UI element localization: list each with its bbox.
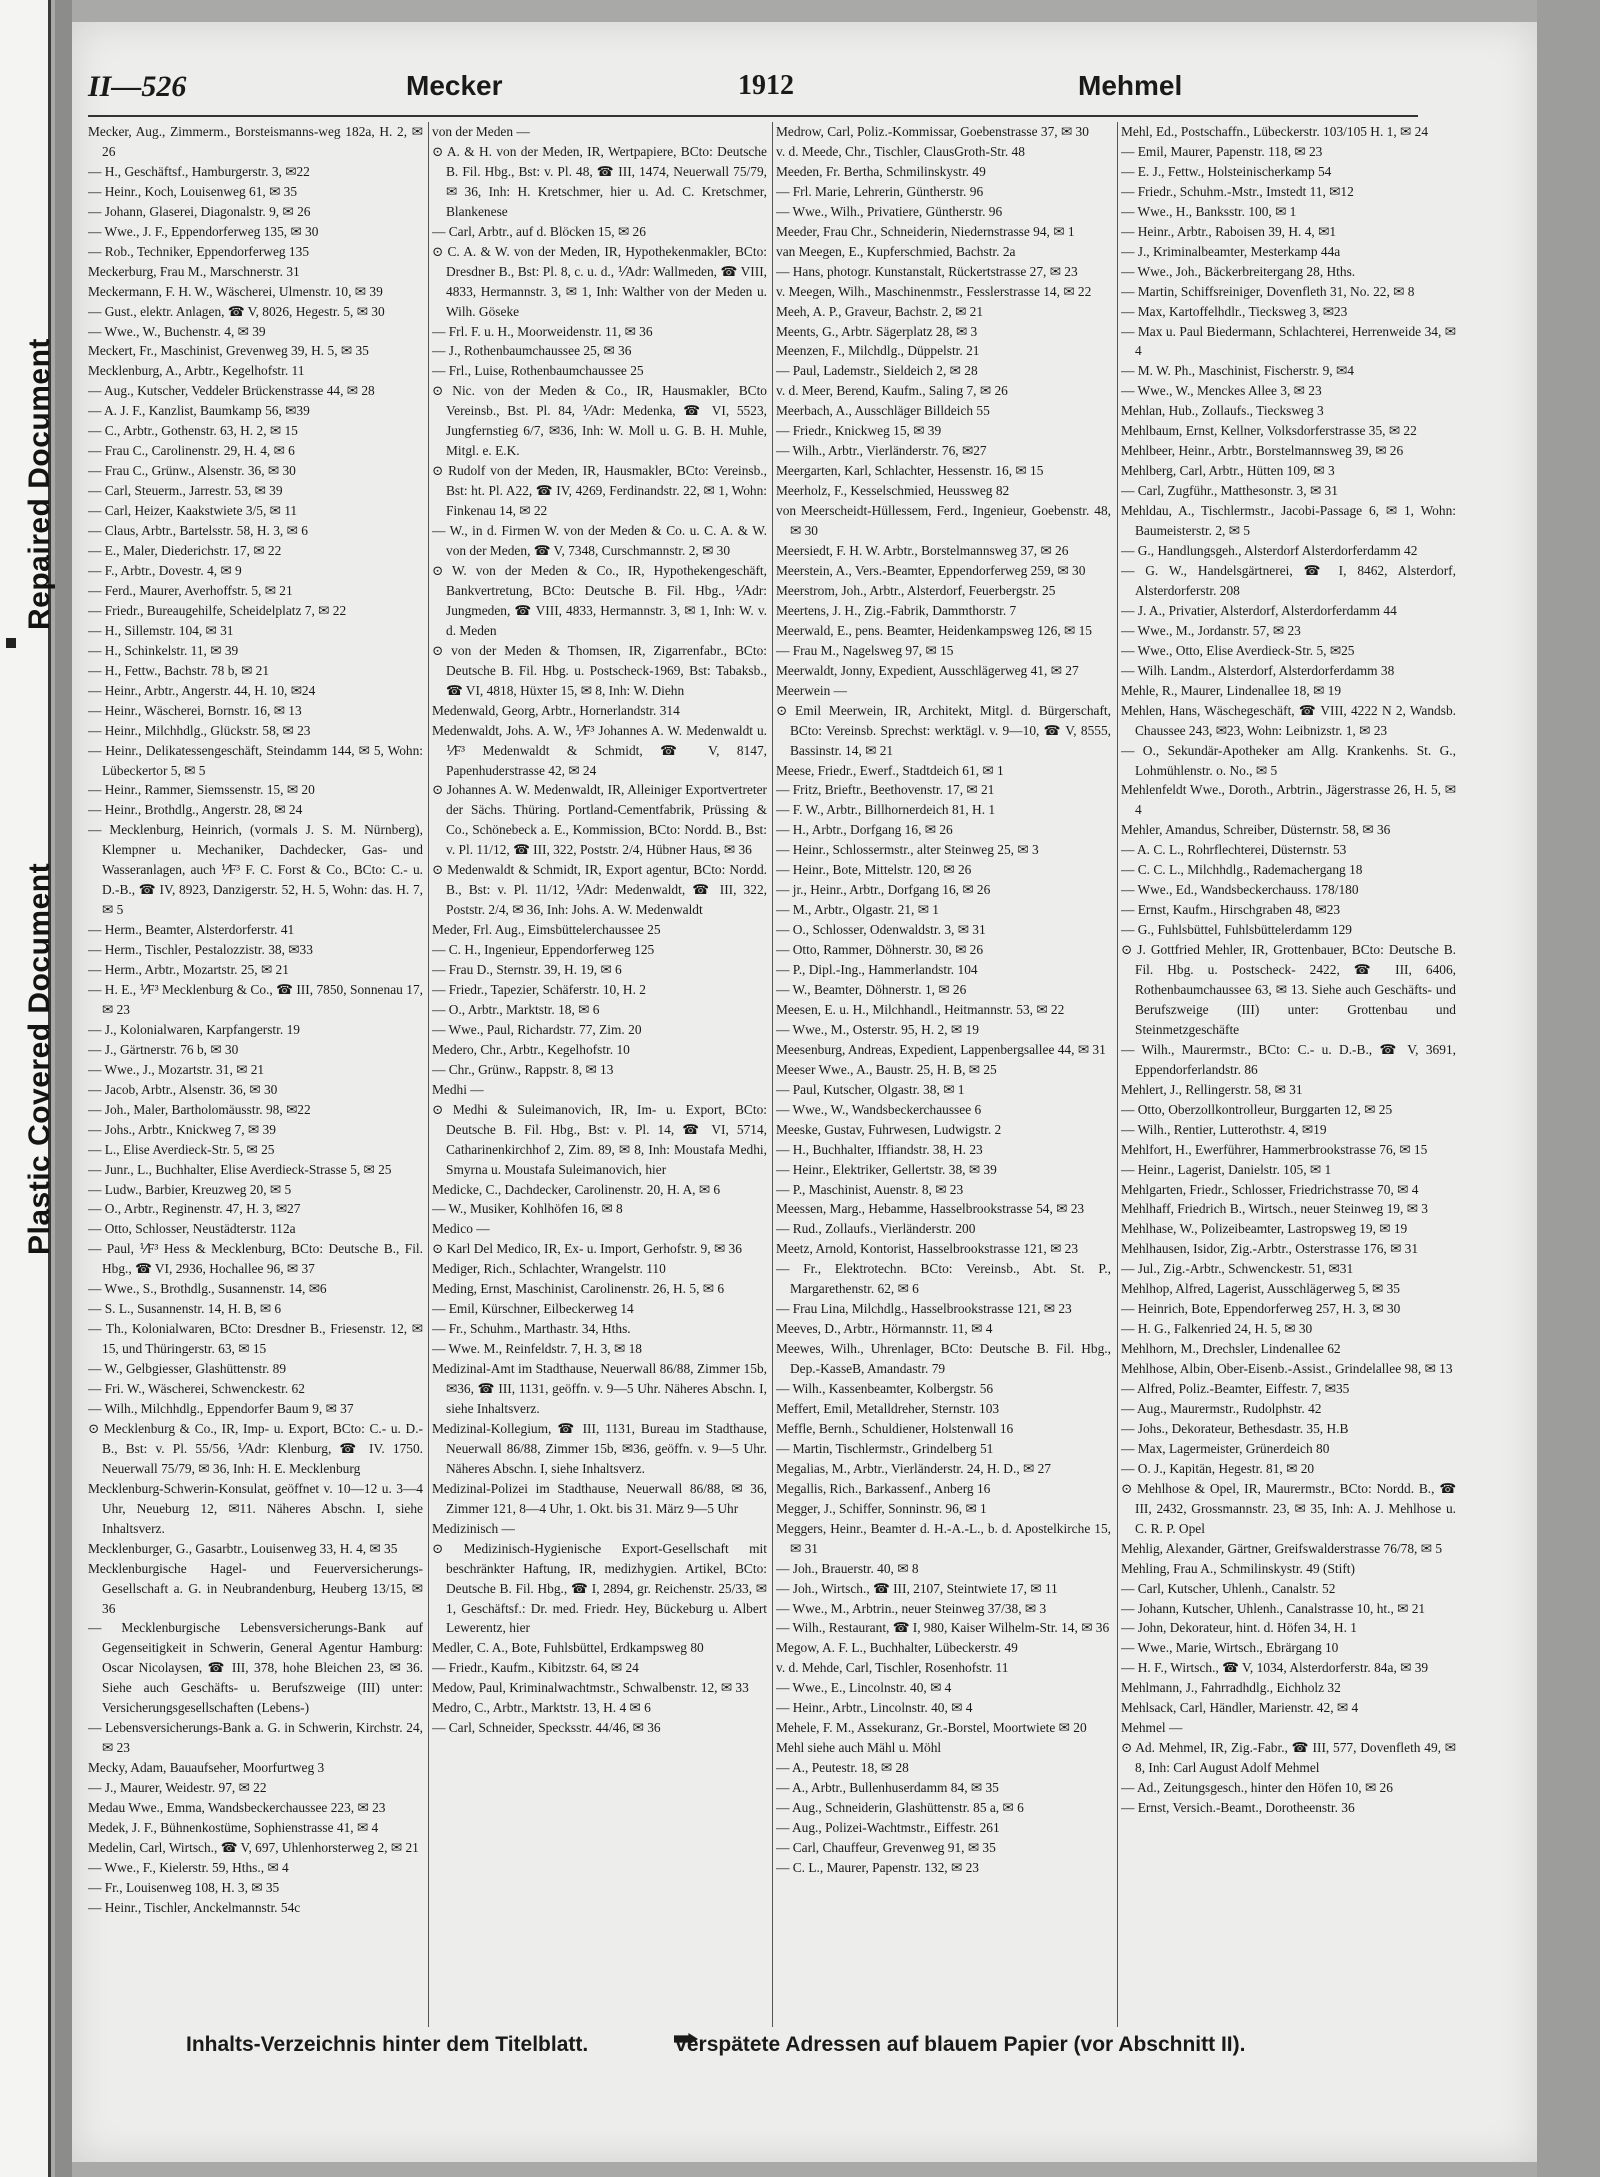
directory-entry: — A. C. L., Rohrflechterei, Düsternstr. 53	[1121, 842, 1347, 858]
directory-entry: — Heinr., Wäscherei, Bornstr. 16, ✉ 13	[88, 702, 302, 718]
directory-entry: — Herm., Arbtr., Mozartstr. 25, ✉ 21	[88, 962, 289, 978]
directory-entry: — Wwe. M., Reinfeldstr. 7, H. 3, ✉ 18	[432, 1341, 642, 1357]
page-edge-shadow	[55, 0, 72, 2177]
directory-entry: Mehlhase, W., Polizeibeamter, Lastropsweg 19, ✉ 19	[1121, 1221, 1408, 1237]
directory-entry: — Max, Kartoffelhdlr., Tiecksweg 3, ✉23	[1121, 303, 1348, 319]
directory-entry: — Herm., Beamter, Alsterdorferstr. 41	[88, 922, 295, 938]
directory-entry: ⊙ Rudolf von der Meden, IR, Hausmakler, BCto: Vereinsb., Bst: ht. Pl. A22, ☎ IV, 4269, Ferdinandstr. 22, ✉ 1, Wohn: Finkenau 14, ✉ 22	[432, 463, 767, 519]
directory-entry: — H. E., ⅟F³ Mecklenburg & Co., ☎ III, 7850, Sonnenau 17, ✉ 23	[88, 981, 423, 1017]
directory-entry: Meckerburg, Frau M., Marschnerstr. 31	[88, 263, 300, 279]
directory-entry: Meeh, A. P., Graveur, Bachstr. 2, ✉ 21	[776, 303, 984, 319]
directory-entry: — Paul, ⅟F³ Hess & Mecklenburg, BCto: Deutsche B., Fil. Hbg., ☎ VI, 2936, Hochallee 96, ✉ 37	[88, 1241, 423, 1277]
directory-entry: — Heinr., Elektriker, Gellertstr. 38, ✉ 39	[776, 1161, 997, 1177]
directory-entry: — Friedr., Schuhm.-Mstr., Imstedt 11, ✉12	[1121, 183, 1354, 199]
directory-entry: — O. J., Kapitän, Hegestr. 81, ✉ 20	[1121, 1460, 1315, 1476]
directory-entry: Meeves, D., Arbtr., Hörmannstr. 11, ✉ 4	[776, 1321, 993, 1337]
directory-entry: Meessen, Marg., Hebamme, Hasselbrookstrasse 54, ✉ 23	[776, 1201, 1085, 1217]
directory-column-2	[432, 122, 767, 2027]
directory-entry: — Jul., Zig.-Arbtr., Schwenckestr. 51, ✉31	[1121, 1261, 1354, 1277]
directory-entry: Megger, J., Schiffer, Sonninstr. 96, ✉ 1	[776, 1500, 987, 1516]
stamp-divider-mark	[6, 638, 16, 648]
directory-entry: Medico —	[432, 1221, 490, 1237]
directory-entry: Mehmel —	[1121, 1720, 1183, 1736]
directory-entry: Meckert, Fr., Maschinist, Grevenweg 39, H. 5, ✉ 35	[88, 343, 369, 359]
directory-entry: Medizinal-Kollegium, ☎ III, 1131, Bureau im Stadthause, Neuerwall 86/88, Zimmer 15b, ✉36, geöffn. v. 9—5 Uhr. Näheres Abschn. I, siehe Inhaltsverz.	[432, 1420, 767, 1476]
directory-entry: Mehl siehe auch Mähl u. Möhl	[776, 1740, 942, 1756]
directory-entry: — Wilh. Landm., Alsterdorf, Alsterdorferdamm 38	[1121, 662, 1395, 678]
directory-entry: v. d. Meer, Berend, Kaufm., Saling 7, ✉ 26	[776, 383, 1008, 399]
directory-entry: — Joh., Wirtsch., ☎ III, 2107, Steintwiete 17, ✉ 11	[776, 1580, 1058, 1596]
directory-entry: — A., Arbtr., Bullenhuserdamm 84, ✉ 35	[776, 1780, 999, 1796]
directory-entry: — A., Peutestr. 18, ✉ 28	[776, 1760, 909, 1776]
directory-entry: Meffert, Emil, Metalldreher, Sternstr. 103	[776, 1401, 1000, 1416]
directory-entry: ⊙ von der Meden & Thomsen, IR, Zigarrenfabr., BCto: Deutsche B. Fil. Hbg. u. Postscheck-1969, Bst: Tabaksb., ☎ VI, 4818, Hüxter 15, ✉ 8, Inh: W. Diehn	[432, 642, 767, 698]
directory-column-4	[1121, 122, 1456, 2027]
directory-entry: v. Meegen, Wilh., Maschinenmstr., Fesslerstrasse 14, ✉ 22	[776, 283, 1092, 299]
directory-entry: — J., Gärtnerstr. 76 b, ✉ 30	[88, 1041, 239, 1057]
directory-entry: Mecklenburg-Schwerin-Konsulat, geöffnet v. 10—12 u. 3—4 Uhr, Neueburg 12, ✉11. Näheres Abschn. I, siehe Inhaltsverz.	[88, 1480, 423, 1536]
right-page-edge	[1537, 0, 1600, 2177]
directory-entry: — J., Rothenbaumchaussee 25, ✉ 36	[432, 343, 632, 359]
directory-entry: ⊙ Mecklenburg & Co., IR, Imp- u. Export, BCto: C.- u. D.-B., Bst: v. Pl. 55/56, ⅟Adr: Klenburg, ☎ IV. 1750. Neuerwall 75/79, ✉ 36, Inh: H. E. Mecklenburg	[88, 1420, 423, 1476]
directory-entry: Meerholz, F., Kesselschmied, Heussweg 82	[776, 483, 1010, 499]
directory-entry: Mehlhaff, Friedrich B., Wirtsch., neuer Steinweg 19, ✉ 3	[1121, 1201, 1428, 1217]
directory-entry: — Aug., Kutscher, Veddeler Brückenstrasse 44, ✉ 28	[88, 383, 375, 399]
directory-entry: — Friedr., Kaufm., Kibitzstr. 64, ✉ 24	[432, 1660, 639, 1676]
directory-entry: Meggers, Heinr., Beamter d. H.-A.-L., b. d. Apostelkirche 15, ✉ 31	[776, 1520, 1111, 1556]
preservation-stamp	[0, 40, 56, 1270]
directory-entry: — Friedr., Bureaugehilfe, Scheidelplatz 7, ✉ 22	[88, 602, 347, 618]
directory-entry: — Carl, Schneider, Specksstr. 44/46, ✉ 36	[432, 1720, 661, 1736]
directory-entry: — Wwe., Otto, Elise Averdieck-Str. 5, ✉25	[1121, 642, 1355, 658]
directory-entry: Meerwaldt, Jonny, Expedient, Ausschlägerweg 41, ✉ 27	[776, 662, 1079, 678]
directory-entry: Meffle, Bernh., Schuldiener, Holstenwall 16	[776, 1420, 1014, 1436]
directory-entry: — W., Beamter, Döhnerstr. 1, ✉ 26	[776, 981, 967, 997]
directory-entry: — W., in d. Firmen W. von der Meden & Co. u. C. A. & W. von der Meden, ☎ V, 7348, Curschmannstr. 2, ✉ 30	[432, 523, 767, 559]
directory-entry: Meckermann, F. H. W., Wäscherei, Ulmenstr. 10, ✉ 39	[88, 283, 383, 299]
directory-entry: Mehlmann, J., Fahrradhdlg., Eichholz 32	[1121, 1680, 1341, 1696]
directory-entry: — Wwe., W., Menckes Allee 3, ✉ 23	[1121, 383, 1322, 399]
directory-entry: — Heinr., Tischler, Anckelmannstr. 54c	[88, 1899, 301, 1915]
page-number: II—526	[88, 70, 187, 103]
directory-entry: — Heinr., Bote, Mittelstr. 120, ✉ 26	[776, 862, 972, 878]
directory-entry: — J., Maurer, Weidestr. 97, ✉ 22	[88, 1780, 267, 1796]
directory-entry: Mehlig, Alexander, Gärtner, Greifswalderstrasse 76/78, ✉ 5	[1121, 1540, 1443, 1556]
directory-entry: ⊙ J. Gottfried Mehler, IR, Grottenbauer, BCto: Deutsche B. Fil. Hbg. u. Postscheck- 2422, ☎ III, 6406, Rothenbaumchaussee 63, ✉ 13. Siehe auch Geschäfts- und Berufszweige (III) unter: Grottenbau und Steinmetzgeschäfte	[1121, 942, 1456, 1037]
directory-entry: — H., Arbtr., Dorfgang 16, ✉ 26	[776, 822, 953, 838]
directory-entry: — Heinr., Arbtr., Angerstr. 44, H. 10, ✉24	[88, 682, 316, 698]
directory-entry: — Wwe., J. F., Eppendorferweg 135, ✉ 30	[88, 223, 319, 239]
directory-entry: Medrow, Carl, Poliz.-Kommissar, Goebenstrasse 37, ✉ 30	[776, 124, 1089, 139]
directory-entry: v. d. Mehde, Carl, Tischler, Rosenhofstr. 11	[776, 1660, 1009, 1676]
directory-entry: — C. L., Maurer, Papenstr. 132, ✉ 23	[776, 1859, 979, 1875]
directory-entry: Mehlan, Hub., Zollaufs., Tiecksweg 3	[1121, 403, 1324, 419]
directory-entry: — Wwe., Marie, Wirtsch., Ebrärgang 10	[1121, 1640, 1339, 1656]
directory-entry: ⊙ W. von der Meden & Co., IR, Hypothekengeschäft, Bankvertretung, BCto: Deutsche B. Fil. Hbg., ⅟Adr: Jungmeden, ☎ VIII, 4833, Hermannstr. 3, ✉ 1, Inh: W. v. d. Meden	[432, 562, 767, 638]
directory-entry: — J. A., Privatier, Alsterdorf, Alsterdorferdamm 44	[1121, 602, 1397, 618]
directory-entry: — Johs., Arbtr., Knickweg 7, ✉ 39	[88, 1121, 276, 1137]
directory-entry: — Alfred, Poliz.-Beamter, Eiffestr. 7, ✉35	[1121, 1381, 1350, 1397]
directory-entry: — M., Arbtr., Olgastr. 21, ✉ 1	[776, 902, 939, 918]
directory-entry: — Fr., Louisenweg 108, H. 3, ✉ 35	[88, 1879, 280, 1895]
directory-entry: Medhi —	[432, 1081, 484, 1097]
directory-entry: — Wilh., Rentier, Lutterothstr. 4, ✉19	[1121, 1121, 1327, 1137]
directory-entry: — O., Sekundär-Apotheker am Allg. Krankenhs. St. G., Lohmühlenstr. o. No., ✉ 5	[1121, 742, 1456, 778]
directory-entry: Mecklenburger, G., Gasarbtr., Louisenweg 33, H. 4, ✉ 35	[88, 1540, 398, 1556]
directory-entry: ⊙ Emil Meerwein, IR, Architekt, Mitgl. d. Bürgerschaft, BCto: Vereinsb. Sprechst: werktägl. v. 9—10, ☎ V, 8555, Bassinstr. 14, ✉ 21	[776, 702, 1111, 758]
directory-entry: — Heinrich, Bote, Eppendorferweg 257, H. 3, ✉ 30	[1121, 1301, 1401, 1317]
directory-entry: Meerwein —	[776, 682, 848, 698]
directory-entry: — Fr., Elektrotechn. BCto: Vereinsb., Abt. St. P., Margarethenstr. 62, ✉ 6	[776, 1261, 1111, 1297]
directory-entry: — Wilh., Milchhdlg., Eppendorfer Baum 9, ✉ 37	[88, 1401, 354, 1416]
directory-entry: Medicke, C., Dachdecker, Carolinenstr. 20, H. A, ✉ 6	[432, 1181, 721, 1197]
directory-column-1	[88, 122, 423, 2027]
header-right-keyword: Mehmel	[1078, 70, 1183, 101]
directory-entry: — Friedr., Knickweg 15, ✉ 39	[776, 423, 942, 439]
directory-entry: — G., Fuhlsbüttel, Fuhlsbüttelerdamm 129	[1121, 922, 1352, 938]
directory-entry: — O., Schlosser, Odenwaldstr. 3, ✉ 31	[776, 922, 986, 938]
directory-entry: — H., Geschäftsf., Hamburgerstr. 3, ✉22	[88, 163, 310, 179]
directory-entry: Mehlhorn, M., Drechsler, Lindenallee 62	[1121, 1341, 1341, 1357]
directory-entry: Mehlberg, Carl, Arbtr., Hütten 109, ✉ 3	[1121, 463, 1335, 479]
directory-entry: Mehlsack, Carl, Händler, Marienstr. 42, ✉ 4	[1121, 1700, 1359, 1716]
directory-entry: Mehlbeer, Heinr., Arbtr., Borstelmannsweg 39, ✉ 26	[1121, 443, 1404, 459]
directory-entry: Medizinisch —	[432, 1520, 515, 1536]
directory-entry: — Johann, Kutscher, Uhlenh., Canalstrasse 10, ht., ✉ 21	[1121, 1600, 1426, 1616]
directory-entry: — Wwe., J., Mozartstr. 31, ✉ 21	[88, 1061, 265, 1077]
directory-entry: — Aug., Polizei-Wachtmstr., Eiffestr. 261	[776, 1820, 1000, 1836]
directory-entry: — Heinr., Rammer, Siemssenstr. 15, ✉ 20	[88, 782, 315, 798]
directory-entry: — Max u. Paul Biedermann, Schlachterei, Herrenweide 34, ✉ 4	[1121, 323, 1456, 359]
directory-entry: — jr., Heinr., Arbtr., Dorfgang 16, ✉ 26	[776, 882, 991, 898]
directory-entry: — Frau C., Carolinenstr. 29, H. 4, ✉ 6	[88, 443, 295, 459]
directory-entry: Meerstein, A., Vers.-Beamter, Eppendorferweg 259, ✉ 30	[776, 562, 1086, 578]
directory-entry: — Jacob, Arbtr., Alsenstr. 36, ✉ 30	[88, 1081, 278, 1097]
directory-entry: — Lebensversicherungs-Bank a. G. in Schwerin, Kirchstr. 24, ✉ 23	[88, 1720, 423, 1756]
header-year: 1912	[738, 70, 794, 101]
directory-entry: Meerstrom, Joh., Arbtr., Alsterdorf, Feuerbergstr. 25	[776, 582, 1056, 598]
directory-entry: Mecker, Aug., Zimmerm., Borsteismanns-weg 182a, H. 2, ✉ 26	[88, 124, 423, 159]
directory-entry: Meetz, Arnold, Kontorist, Hasselbrookstrasse 121, ✉ 23	[776, 1241, 1079, 1257]
directory-entry: ⊙ Mehlhose & Opel, IR, Maurermstr., BCto: Nordd. B., ☎ III, 2432, Grossmannstr. 23, ✉ 35, Inh: A. J. Mehlhose u. C. R. P. Opel	[1121, 1480, 1456, 1536]
directory-entry: — Otto, Rammer, Döhnerstr. 30, ✉ 26	[776, 942, 984, 958]
directory-entry: — Paul, Kutscher, Olgastr. 38, ✉ 1	[776, 1081, 965, 1097]
directory-entry: Mehlhausen, Isidor, Zig.-Arbtr., Osterstrasse 176, ✉ 31	[1121, 1241, 1419, 1257]
directory-entry: Mehlert, J., Rellingerstr. 58, ✉ 31	[1121, 1081, 1303, 1097]
directory-entry: — Rud., Zollaufs., Vierländerstr. 200	[776, 1221, 976, 1237]
directory-entry: — Martin, Schiffsreiniger, Dovenfleth 31, No. 22, ✉ 8	[1121, 283, 1415, 299]
directory-entry: — Otto, Schlosser, Neustädterstr. 112a	[88, 1221, 296, 1237]
directory-entry: v. d. Meede, Chr., Tischler, ClausGroth-Str. 48	[776, 143, 1025, 159]
directory-entry: — Wwe., Ed., Wandsbeckerchauss. 178/180	[1121, 882, 1359, 898]
directory-entry: Mehle, R., Maurer, Lindenallee 18, ✉ 19	[1121, 682, 1342, 698]
directory-entry: — Fritz, Brieftr., Beethovenstr. 17, ✉ 21	[776, 782, 995, 798]
directory-entry: Meese, Friedr., Ewerf., Stadtdeich 61, ✉ 1	[776, 762, 1004, 778]
footer-index-note: Inhalts-Verzeichnis hinter dem Titelblatt.	[186, 2033, 589, 2056]
directory-entry: — C. C. L., Milchhdlg., Rademachergang 18	[1121, 862, 1363, 878]
directory-entry: — Paul, Lademstr., Sieldeich 2, ✉ 28	[776, 363, 978, 379]
directory-entry: — Heinr., Koch, Louisenweg 61, ✉ 35	[88, 183, 298, 199]
directory-entry: — W., Musiker, Kohlhöfen 16, ✉ 8	[432, 1201, 623, 1217]
directory-entry: — Frau D., Sternstr. 39, H. 19, ✉ 6	[432, 962, 622, 978]
directory-entry: Meerbach, A., Ausschläger Billdeich 55	[776, 403, 990, 419]
directory-entry: Mediger, Rich., Schlachter, Wrangelstr. 110	[432, 1261, 666, 1277]
directory-entry: — Heinr., Arbtr., Lincolnstr. 40, ✉ 4	[776, 1700, 973, 1716]
directory-entry: — O., Arbtr., Marktstr. 18, ✉ 6	[432, 1001, 600, 1017]
directory-entry: Meenzen, F., Milchdlg., Düppelstr. 21	[776, 343, 980, 359]
directory-entry: Meersiedt, F. H. W. Arbtr., Borstelmannsweg 37, ✉ 26	[776, 543, 1069, 559]
directory-entry: — Heinr., Lagerist, Danielstr. 105, ✉ 1	[1121, 1161, 1332, 1177]
directory-entry: — Emil, Kürschner, Eilbeckerweg 14	[432, 1301, 634, 1317]
directory-entry: ⊙ Medenwaldt & Schmidt, IR, Export agentur, BCto: Nordd. B., Bst: v. Pl. 11/12, ⅟Adr: Medenwaldt, ☎ III, 322, Poststr. 2/4, ✉ 36, Inh: Johs. A. W. Medenwaldt	[432, 862, 767, 918]
directory-entry: — Wilh., Kassenbeamter, Kolbergstr. 56	[776, 1381, 994, 1397]
directory-entry: Mecklenburg, A., Arbtr., Kegelhofstr. 11	[88, 363, 305, 379]
directory-entry: — G., Handlungsgeh., Alsterdorf Alsterdorferdamm 42	[1121, 543, 1418, 559]
directory-entry: — H. F., Wirtsch., ☎ V, 1034, Alsterdorferstr. 84a, ✉ 39	[1121, 1660, 1429, 1676]
directory-entry: Medow, Paul, Kriminalwachtmstr., Schwalbenstr. 12, ✉ 33	[432, 1680, 749, 1696]
directory-entry: — Otto, Oberzollkontrolleur, Burggarten 12, ✉ 25	[1121, 1101, 1393, 1117]
directory-entry: — Hans, photogr. Kunstanstalt, Rückertstrasse 27, ✉ 23	[776, 263, 1078, 279]
directory-entry: — Wwe., E., Lincolnstr. 40, ✉ 4	[776, 1680, 952, 1696]
directory-entry: Megallis, Rich., Barkassenf., Anberg 16	[776, 1480, 991, 1496]
directory-entry: — Wilh., Arbtr., Vierländerstr. 76, ✉27	[776, 443, 987, 459]
directory-entry: — Heinr., Schlossermstr., alter Steinweg 25, ✉ 3	[776, 842, 1039, 858]
directory-entry: — J., Kriminalbeamter, Mesterkamp 44a	[1121, 243, 1341, 259]
directory-entry: — Wwe., M., Arbtrin., neuer Steinweg 37/38, ✉ 3	[776, 1600, 1047, 1616]
directory-entry: ⊙ Medizinisch-Hygienische Export-Gesellschaft mit beschränkter Haftung, IR, medizhygien. Artikel, BCto: Deutsche B. Fil. Hbg., ☎ I, 2894, gr. Reichenstr. 25/33, ✉ 1, Geschäftsf.: Dr. med. Friedr. Hey, Bückeburg u. Albert Lewerentz, hier	[432, 1540, 767, 1636]
directory-entry: — Joh., Brauerstr. 40, ✉ 8	[776, 1560, 919, 1576]
directory-entry: Meertens, J. H., Zig.-Fabrik, Dammthorstr. 7	[776, 602, 1017, 618]
directory-entry: — Junr., L., Buchhalter, Elise Averdieck-Strasse 5, ✉ 25	[88, 1161, 392, 1177]
directory-entry: — P., Maschinist, Auenstr. 8, ✉ 23	[776, 1181, 964, 1197]
directory-entry: — Frau Lina, Milchdlg., Hasselbrookstrasse 121, ✉ 23	[776, 1301, 1072, 1317]
directory-entry: — Wilh., Restaurant, ☎ I, 980, Kaiser Wilhelm-Str. 14, ✉ 36	[776, 1620, 1110, 1636]
directory-entry: Meergarten, Karl, Schlachter, Hessenstr. 16, ✉ 15	[776, 463, 1044, 479]
directory-entry: — Carl, Chauffeur, Grevenweg 91, ✉ 35	[776, 1839, 996, 1855]
directory-entry: — Wwe., S., Brothdlg., Susannenstr. 14, ✉6	[88, 1281, 327, 1297]
directory-entry: Medler, C. A., Bote, Fuhlsbüttel, Erdkampsweg 80	[432, 1640, 704, 1656]
directory-entry: — Mecklenburgische Lebensversicherungs-Bank auf Gegenseitigkeit in Schwerin, General Agentur Hamburg: Oscar Nicolaysen, ☎ III, 378, hohe Bleichen 23, ✉ 36. Siehe auch Geschäfts- u. Berufszweige (III) unter: Versicherungsgesellschaften (Lebens-)	[88, 1620, 423, 1716]
directory-entry: — Ferd., Maurer, Averhoffstr. 5, ✉ 21	[88, 582, 293, 598]
page-header	[88, 70, 1378, 114]
directory-entry: Medenwaldt, Johs. A. W., ⅟F³ Johannes A. W. Medenwaldt u. ⅟F³ Medenwaldt & Schmidt, ☎ V, 8147, Papenhuderstrasse 42, ✉ 24	[432, 722, 767, 778]
directory-entry: — H., Fettw., Bachstr. 78 b, ✉ 21	[88, 662, 270, 678]
directory-entry: ⊙ C. A. & W. von der Meden, IR, Hypothekenmakler, BCto: Dresdner B., Bst: Pl. 8, c. u. d., ⅟Adr: Wallmeden, ☎ VIII, 4833, Hermannstr. 3, ✉ 1, Inh: Walther von der Meden u. Wilh. Göseke	[432, 243, 767, 319]
directory-entry: — Wilh., Maurermstr., BCto: C.- u. D.-B., ☎ V, 3691, Eppendorferlandstr. 86	[1121, 1041, 1456, 1077]
directory-entry: — Herm., Tischler, Pestalozzistr. 38, ✉33	[88, 942, 313, 958]
directory-entry: — Wwe., F., Kielerstr. 59, Hths., ✉ 4	[88, 1859, 289, 1875]
column-divider	[1117, 122, 1118, 2027]
directory-entry: Meding, Ernst, Maschinist, Carolinenstr. 26, H. 5, ✉ 6	[432, 1281, 725, 1297]
directory-entry: — Ludw., Barbier, Kreuzweg 20, ✉ 5	[88, 1181, 292, 1197]
directory-entry: — Friedr., Tapezier, Schäferstr. 10, H. 2	[432, 981, 646, 997]
directory-entry: Mehlhose, Albin, Ober-Eisenb.-Assist., Grindelallee 98, ✉ 13	[1121, 1361, 1453, 1377]
directory-entry: Mehlgarten, Friedr., Schlosser, Friedrichstrasse 70, ✉ 4	[1121, 1181, 1419, 1197]
plastic-covered-stamp: Plastic Covered Document	[23, 862, 56, 1255]
directory-entry: — H., Sillemstr. 104, ✉ 31	[88, 622, 234, 638]
directory-entry: — Joh., Maler, Bartholomäusstr. 98, ✉22	[88, 1101, 311, 1117]
directory-column-3	[776, 122, 1111, 2027]
directory-entry: — Ad., Zeitungsgesch., hinter den Höfen 10, ✉ 26	[1121, 1780, 1393, 1796]
directory-entry: — Frau C., Grünw., Alsenstr. 36, ✉ 30	[88, 463, 296, 479]
directory-entry: Mehldau, A., Tischlermstr., Jacobi-Passage 6, ✉ 1, Wohn: Baumeisterstr. 2, ✉ 5	[1121, 503, 1456, 539]
directory-entry: — Chr., Grünw., Rappstr. 8, ✉ 13	[432, 1061, 614, 1077]
directory-entry: — O., Arbtr., Reginenstr. 47, H. 3, ✉27	[88, 1201, 301, 1217]
directory-entry: — G. W., Handelsgärtnerei, ☎ I, 8462, Alsterdorf, Alsterdorferstr. 208	[1121, 562, 1456, 598]
directory-entry: — Johann, Glaserei, Diagonalstr. 9, ✉ 26	[88, 203, 311, 219]
directory-entry: Mehler, Amandus, Schreiber, Düsternstr. 58, ✉ 36	[1121, 822, 1391, 838]
directory-entry: Meesen, E. u. H., Milchhandl., Heitmannstr. 53, ✉ 22	[776, 1001, 1065, 1017]
directory-entry: — Carl, Heizer, Kaakstwiete 3/5, ✉ 11	[88, 503, 298, 519]
page-footer	[186, 2033, 1426, 2063]
directory-entry: — H. G., Falkenried 24, H. 5, ✉ 30	[1121, 1321, 1313, 1337]
directory-entry: Medizinal-Polizei im Stadthause, Neuerwall 86/88, ✉ 36, Zimmer 121, 8—4 Uhr, 1. Okt. bis 31. März 9—5 Uhr	[432, 1480, 767, 1516]
directory-entry: Meeser Wwe., A., Baustr. 25, H. B, ✉ 25	[776, 1061, 997, 1077]
directory-entry: Medek, J. F., Bühnenkostüme, Sophienstrasse 41, ✉ 4	[88, 1820, 379, 1836]
directory-entry: — Mecklenburg, Heinrich, (vormals J. S. M. Nürnberg), Klempner u. Mechaniker, Dachdecker, Gas- und Wasseranlagen, auch ⅟F³ F. C. Forst & Co., BCto: C.- u. D.-B., ☎ IV, 8923, Danzigerstr. 52, H. 5, Wohn: das. H. 7, ✉ 5	[88, 822, 423, 918]
directory-entry: Meesenburg, Andreas, Expedient, Lappenbergsallee 44, ✉ 31	[776, 1041, 1106, 1057]
directory-entry: — John, Dekorateur, hint. d. Höfen 34, H. 1	[1121, 1620, 1357, 1636]
directory-entry: — Rob., Techniker, Eppendorferweg 135	[88, 243, 310, 259]
directory-entry: Meeder, Frau Chr., Schneiderin, Niedernstrasse 94, ✉ 1	[776, 223, 1075, 239]
directory-entry: Mehl, Ed., Postschaffn., Lübeckerstr. 103/105 H. 1, ✉ 24	[1121, 124, 1429, 139]
directory-entry: — Frl. F. u. H., Moorweidenstr. 11, ✉ 36	[432, 323, 653, 339]
column-divider	[772, 122, 773, 2027]
directory-entry: — Wwe., Wilh., Privatiere, Güntherstr. 96	[776, 203, 1003, 219]
directory-entry: — Heinr., Milchhdlg., Glückstr. 58, ✉ 23	[88, 722, 311, 738]
binding-strip	[0, 0, 56, 2177]
directory-entry: Meents, G., Arbtr. Sägerplatz 28, ✉ 3	[776, 323, 978, 339]
directory-entry: Mecklenburgische Hagel- und Feuerversicherungs-Gesellschaft a. G. in Neubrandenburg, Heuberg 13/15, ✉ 36	[88, 1560, 423, 1616]
directory-entry: — A. J. F., Kanzlist, Baumkamp 56, ✉39	[88, 403, 310, 419]
directory-entry: — Frau M., Nagelsweg 97, ✉ 15	[776, 642, 954, 658]
directory-entry: — Wwe., M., Osterstr. 95, H. 2, ✉ 19	[776, 1021, 979, 1037]
directory-entry: Mehling, Frau A., Schmilinskystr. 49 (Stift)	[1121, 1560, 1355, 1576]
directory-entry: — Wwe., W., Wandsbeckerchaussee 6	[776, 1101, 982, 1117]
directory-entry: — Johs., Dekorateur, Bethesdastr. 35, H.B	[1121, 1420, 1349, 1436]
directory-entry: Medenwald, Georg, Arbtr., Hornerlandstr. 314	[432, 702, 680, 718]
directory-entry: — C., Arbtr., Gothenstr. 63, H. 2, ✉ 15	[88, 423, 298, 439]
directory-entry: — Claus, Arbtr., Bartelsstr. 58, H. 3, ✉ 6	[88, 523, 308, 539]
directory-entry: ⊙ Ad. Mehmel, IR, Zig.-Fabr., ☎ III, 577, Dovenfleth 49, ✉ 8, Inh: Carl August Adolf Mehmel	[1121, 1740, 1456, 1776]
directory-entry: Mehlbaum, Ernst, Kellner, Volksdorferstrasse 35, ✉ 22	[1121, 423, 1417, 439]
directory-entry: ⊙ Johannes A. W. Medenwaldt, IR, Alleiniger Exportvertreter der Sächs. Thüring. Portland-Cementfabrik, Prüssing & Co., Schönebeck a. E., Kommission, BCto: Nordd. B., Bst: v. Pl. 11/12, ☎ III, 322, Poststr. 2/4, Hübner Haus, ✉ 36	[432, 782, 767, 858]
directory-entry: — Frl., Luise, Rothenbaumchaussee 25	[432, 363, 644, 379]
directory-entry: Medizinal-Amt im Stadthause, Neuerwall 86/88, Zimmer 15b, ✉36, ☎ III, 1131, geöffn. v. 9—5 Uhr. Näheres Abschn. I, siehe Inhaltsverz.	[432, 1361, 767, 1416]
directory-entry: — L., Elise Averdieck-Str. 5, ✉ 25	[88, 1141, 275, 1157]
directory-entry: — W., Gelbgiesser, Glashüttenstr. 89	[88, 1361, 287, 1377]
directory-entry: — Max, Lagermeister, Grünerdeich 80	[1121, 1440, 1330, 1456]
directory-entry: ⊙ Medhi & Suleimanovich, IR, Im- u. Export, BCto: Deutsche B. Fil. Hbg., Bst: v. Pl. 14, ☎ VI, 5714, Catharinenkirchhof 2, Zim. 89, ✉ 8, Inh: Moustafa Medhi, Smyrna u. Moustafa Suleimanovich, hier	[432, 1101, 767, 1177]
directory-entry: — Heinr., Brothdlg., Angerstr. 28, ✉ 24	[88, 802, 303, 818]
directory-entry: Medero, Chr., Arbtr., Kegelhofstr. 10	[432, 1041, 630, 1057]
directory-entry: — Martin, Tischlermstr., Grindelberg 51	[776, 1440, 994, 1456]
directory-entry: — Wwe., W., Buchenstr. 4, ✉ 39	[88, 323, 266, 339]
column-divider	[428, 122, 429, 2027]
directory-entry: — E., Maler, Diederichstr. 17, ✉ 22	[88, 543, 282, 559]
directory-entry: — Carl, Arbtr., auf d. Blöcken 15, ✉ 26	[432, 223, 646, 239]
directory-entry: Medelin, Carl, Wirtsch., ☎ V, 697, Uhlenhorsterweg 2, ✉ 21	[88, 1839, 419, 1855]
directory-entry: Meder, Frl. Aug., Eimsbüttelerchaussee 25	[432, 922, 661, 938]
directory-entry: Mehlhop, Alfred, Lagerist, Ausschlägerweg 5, ✉ 35	[1121, 1281, 1400, 1297]
directory-entry: Mecky, Adam, Bauaufseher, Moorfurtweg 3	[88, 1760, 325, 1776]
directory-entry: — Ernst, Kaufm., Hirschgraben 48, ✉23	[1121, 902, 1341, 918]
directory-entry: Mehlen, Hans, Wäschegeschäft, ☎ VIII, 4222 N 2, Wandsb. Chaussee 243, ✉23, Wohn: Leibnizstr. 1, ✉ 23	[1121, 702, 1456, 738]
directory-entry: Mehlenfeldt Wwe., Doroth., Arbtrin., Jägerstrasse 26, H. 5, ✉ 4	[1121, 782, 1456, 818]
directory-entry: — C. H., Ingenieur, Eppendorferweg 125	[432, 942, 655, 958]
directory-entry: ⊙ Karl Del Medico, IR, Ex- u. Import, Gerhofstr. 9, ✉ 36	[432, 1241, 742, 1257]
directory-entry: Medau Wwe., Emma, Wandsbeckerchaussee 223, ✉ 23	[88, 1800, 386, 1816]
directory-entry: — H., Schinkelstr. 11, ✉ 39	[88, 642, 239, 658]
directory-entry: — Fr., Schuhm., Marthastr. 34, Hths.	[432, 1321, 631, 1337]
directory-entry: — Emil, Maurer, Papenstr. 118, ✉ 23	[1121, 143, 1323, 159]
directory-entry: — F., Arbtr., Dovestr. 4, ✉ 9	[88, 562, 242, 578]
repaired-document-stamp: Repaired Document	[23, 338, 56, 630]
directory-entry: — H., Buchhalter, Iffiandstr. 38, H. 23	[776, 1141, 983, 1157]
directory-entry: — Th., Kolonialwaren, BCto: Dresdner B., Friesenstr. 12, ✉ 15, und Thüringerstr. 63, ✉ 15	[88, 1321, 423, 1357]
directory-entry: ⊙ Nic. von der Meden & Co., IR, Hausmakler, BCto Vereinsb., Bst. Pl. 84, ⅟Adr: Medenka, ☎ VI, 5523, Jungfernstieg 6/7, ✉36, Inh: W. Moll u. G. B. H. Muhle, Mitgl. e. E.K.	[432, 383, 767, 459]
header-rule	[88, 115, 1418, 117]
directory-entry: — Aug., Maurermstr., Rudolphstr. 42	[1121, 1401, 1322, 1416]
directory-entry: — Carl, Kutscher, Uhlenh., Canalstr. 52	[1121, 1580, 1336, 1596]
directory-entry: — S. L., Susannenstr. 14, H. B, ✉ 6	[88, 1301, 282, 1317]
directory-entry: — J., Kolonialwaren, Karpfangerstr. 19	[88, 1021, 300, 1037]
header-left-keyword: Mecker	[406, 70, 503, 101]
directory-entry: — Wwe., M., Jordanstr. 57, ✉ 23	[1121, 622, 1301, 638]
footer-late-addresses-text: Verspätete Adressen auf blauem Papier (vor Abschnitt II).	[674, 2033, 1246, 2056]
directory-entry: Mehele, F. M., Assekuranz, Gr.-Borstel, Moortwiete ✉ 20	[776, 1720, 1087, 1736]
directory-entry: Medro, C., Arbtr., Marktstr. 13, H. 4 ✉ 6	[432, 1700, 651, 1716]
directory-entry: — Wwe., Paul, Richardstr. 77, Zim. 20	[432, 1021, 642, 1037]
directory-entry: — Heinr., Delikatessengeschäft, Steindamm 144, ✉ 5, Wohn: Lübeckertor 5, ✉ 5	[88, 742, 423, 778]
directory-entry: — Heinr., Arbtr., Raboisen 39, H. 4, ✉1	[1121, 223, 1337, 239]
directory-entry: — Aug., Schneiderin, Glashüttenstr. 85 a, ✉ 6	[776, 1800, 1024, 1816]
directory-entry: Meeden, Fr. Bertha, Schmilinskystr. 49	[776, 163, 986, 179]
directory-entry: von Meerscheidt-Hüllessem, Ferd., Ingenieur, Goebenstr. 48, ✉ 30	[776, 503, 1111, 539]
directory-entry: Mehlfort, H., Ewerführer, Hammerbrookstrasse 76, ✉ 15	[1121, 1141, 1428, 1157]
directory-entry: — Fri. W., Wäscherei, Schwenckestr. 62	[88, 1381, 305, 1397]
directory-entry: von der Meden —	[432, 124, 530, 139]
directory-entry: Meerwald, E., pens. Beamter, Heidenkampsweg 126, ✉ 15	[776, 622, 1092, 638]
directory-entry: — Ernst, Versich.-Beamt., Dorotheenstr. 36	[1121, 1800, 1355, 1816]
directory-entry: ⊙ A. & H. von der Meden, IR, Wertpapiere, BCto: Deutsche B. Fil. Hbg., Bst: v. Pl. 48, ☎ III, 1474, Neuerwall 75/79, ✉ 36, Inh: H. Kretschmer, hier u. Ad. C. Kretschmer, Blankenese	[432, 143, 767, 219]
directory-entry: — Carl, Zugführ., Matthesonstr. 3, ✉ 31	[1121, 483, 1338, 499]
directory-entry: — Carl, Steuerm., Jarrestr. 53, ✉ 39	[88, 483, 283, 499]
directory-entry: Megalias, M., Arbtr., Vierländerstr. 24, H. D., ✉ 27	[776, 1460, 1051, 1476]
directory-entry: — Frl. Marie, Lehrerin, Güntherstr. 96	[776, 183, 984, 199]
directory-entry: — P., Dipl.-Ing., Hammerlandstr. 104	[776, 962, 978, 978]
directory-entry: — Wwe., H., Banksstr. 100, ✉ 1	[1121, 203, 1297, 219]
directory-entry: — E. J., Fettw., Holsteinischerkamp 54	[1121, 163, 1332, 179]
directory-entry: — F. W., Arbtr., Billhornerdeich 81, H. 1	[776, 802, 996, 818]
directory-entry: Meewes, Wilh., Uhrenlager, BCto: Deutsche B. Fil. Hbg., Dep.-KasseB, Amandastr. 79	[776, 1341, 1111, 1377]
directory-entry: Meeske, Gustav, Fuhrwesen, Ludwigstr. 2	[776, 1121, 1002, 1137]
directory-entry: — Wwe., Joh., Bäckerbreitergang 28, Hths.	[1121, 263, 1356, 279]
directory-entry: — Gust., elektr. Anlagen, ☎ V, 8026, Hegestr. 5, ✉ 30	[88, 303, 385, 319]
directory-entry: van Meegen, E., Kupferschmied, Bachstr. 2a	[776, 243, 1016, 259]
directory-entry: Megow, A. F. L., Buchhalter, Lübeckerstr. 49	[776, 1640, 1018, 1656]
directory-entry: — M. W. Ph., Maschinist, Fischerstr. 9, ✉4	[1121, 363, 1354, 379]
